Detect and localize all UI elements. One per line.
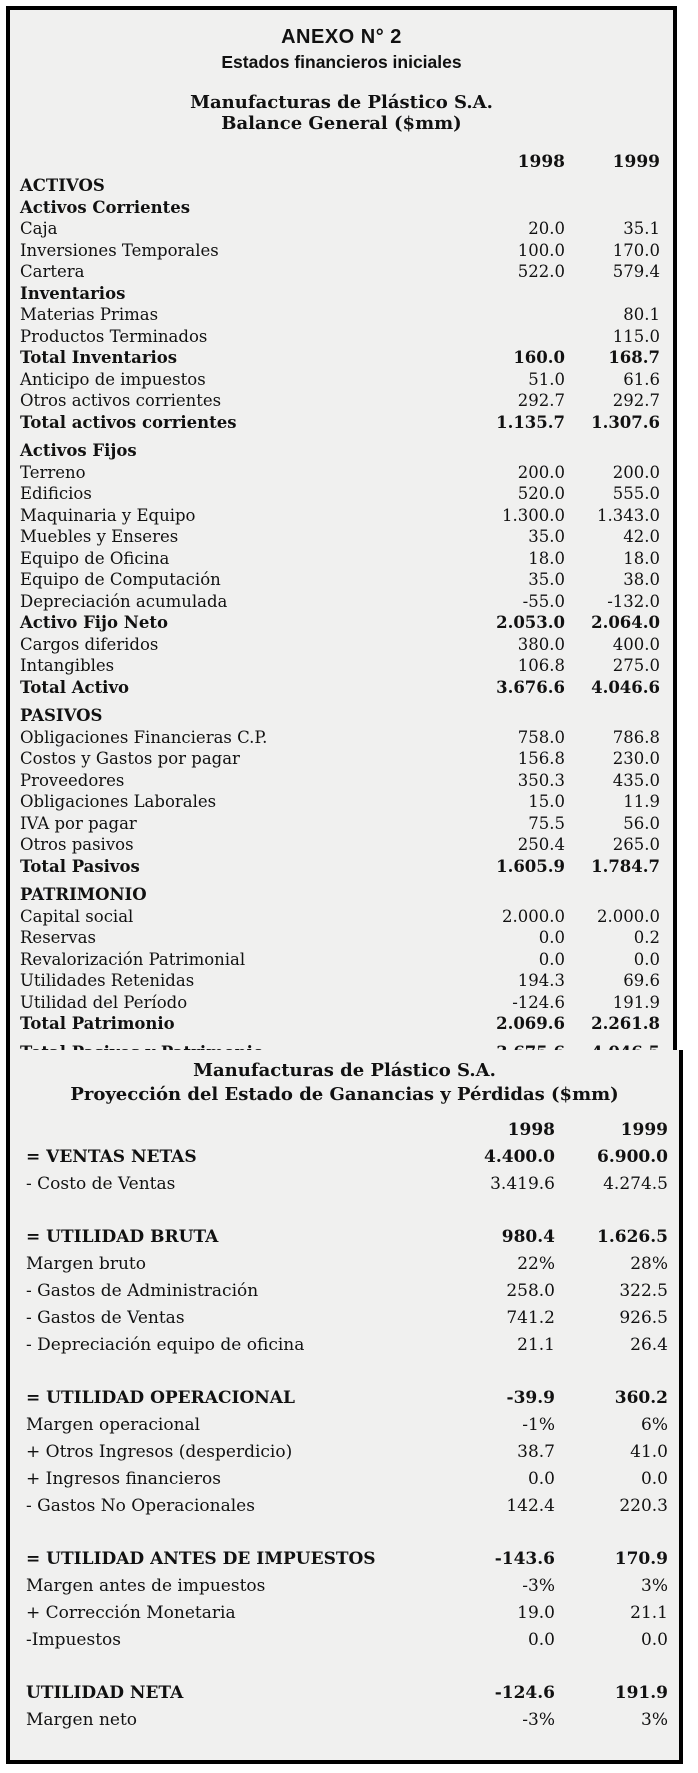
table-row [10,677,673,699]
page-title: ANEXO N° 2 [281,26,402,48]
row-label: Utilidad del Período [20,992,188,1012]
value-1998: 22% [517,1253,555,1274]
value-1998: 350.3 [517,770,565,790]
value-1998: 160.0 [513,348,565,368]
value-1999: 1.307.6 [591,412,660,432]
balance-sheet-rows [10,175,673,1063]
row-label: - Depreciación equipo de oficina [26,1334,305,1355]
value-1999: 786.8 [612,727,660,747]
row-label: Productos Terminados [20,326,208,346]
value-1998: -39.9 [506,1387,555,1408]
row-label: Activos Corrientes [20,197,191,217]
row-label: PATRIMONIO [20,885,147,905]
table-row [10,1304,679,1331]
table-row [10,1250,679,1277]
value-1999: 61.6 [623,369,660,389]
value-1999: 926.5 [619,1307,668,1328]
value-1999: 292.7 [612,391,660,411]
value-1999: 220.3 [619,1495,668,1516]
value-1999: 555.0 [612,484,660,504]
table-row [10,1384,679,1411]
value-1998: 19.0 [517,1602,555,1623]
income-company-name: Manufacturas de Plástico S.A. [193,1060,496,1081]
row-label: Materias Primas [20,305,159,325]
table-row [10,1170,679,1197]
value-1998: 15.0 [528,792,565,812]
table-row [10,1545,679,1572]
spacer-row [10,1358,679,1384]
value-1998: 18.0 [528,548,565,568]
table-row [10,612,673,634]
row-label: - Costo de Ventas [26,1173,176,1194]
value-1999: 435.0 [612,770,660,790]
row-label: Equipo de Oficina [20,548,170,568]
value-1999: 26.4 [630,1334,668,1355]
value-1998: 0.0 [538,928,565,948]
value-1999: 1.626.5 [597,1226,668,1247]
table-row [10,705,673,727]
table-row [10,1277,679,1304]
row-label: Anticipo de impuestos [20,369,206,389]
row-label: Intangibles [20,656,115,676]
value-1998: 2.000.0 [502,906,565,926]
spacer-row [10,1653,679,1679]
table-row [10,727,673,749]
row-label: Caja [20,219,58,239]
table-row [10,884,673,906]
table-row [10,791,673,813]
spacer-row [10,433,673,440]
page-subtitle: Estados financieros iniciales [221,52,462,72]
row-label: Obligaciones Laborales [20,792,217,812]
value-1998: -124.6 [494,1682,555,1703]
value-1999: 4.274.5 [603,1173,668,1194]
row-label: Reservas [20,928,96,948]
value-1998: 520.0 [517,484,565,504]
row-label: - Gastos de Ventas [26,1307,185,1328]
value-1999: 2.261.8 [591,1014,660,1034]
value-1998: 1.605.9 [496,856,565,876]
table-row [10,412,673,434]
year-column-1998: 1998 [507,1119,555,1140]
table-row [10,813,673,835]
value-1998: -3% [522,1575,555,1596]
value-1998: 51.0 [528,369,565,389]
income-year-header [10,1116,679,1143]
row-label: = UTILIDAD OPERACIONAL [26,1387,295,1408]
table-row [10,347,673,369]
row-label: Margen neto [26,1709,138,1730]
value-1999: 579.4 [612,262,660,282]
income-title: Proyección del Estado de Ganancias y Pérdidas ($mm) [70,1084,619,1105]
value-1999: 42.0 [623,527,660,547]
value-1999: -132.0 [607,591,660,611]
value-1998: 4.400.0 [484,1146,555,1167]
value-1999: 115.0 [612,326,660,346]
table-row [10,1411,679,1438]
value-1999: 191.9 [614,1682,668,1703]
value-1998: 35.0 [528,527,565,547]
table-row [10,240,673,262]
table-row [10,283,673,305]
value-1998: 2.069.6 [496,1014,565,1034]
row-label: Muebles y Enseres [20,527,179,547]
value-1999: 6% [641,1414,668,1435]
row-label: Total activos corrientes [20,412,237,432]
table-row [10,1626,679,1653]
value-1999: 6.900.0 [597,1146,668,1167]
table-row [10,770,673,792]
row-label: IVA por pagar [20,813,137,833]
row-label: Capital social [20,906,134,926]
table-row [10,569,673,591]
row-label: Depreciación acumulada [20,591,228,611]
row-label: Terreno [20,462,86,482]
table-row [10,834,673,856]
year-column-1999: 1999 [620,1119,668,1140]
year-column-1998: 1998 [517,152,565,172]
value-1999: 80.1 [623,305,660,325]
table-row [10,1223,679,1250]
value-1999: 41.0 [630,1441,668,1462]
row-label: Margen operacional [26,1414,201,1435]
value-1999: 21.1 [630,1602,668,1623]
value-1998: 741.2 [506,1307,555,1328]
table-row [10,261,673,283]
table-row [10,369,673,391]
value-1998: 194.3 [517,971,565,991]
table-row [10,548,673,570]
table-row [10,218,673,240]
value-1999: 170.0 [612,240,660,260]
table-row [10,927,673,949]
table-row [10,483,673,505]
table-row [10,1679,679,1706]
value-1999: 170.9 [614,1548,668,1569]
table-row [10,1331,679,1358]
row-label: Cargos diferidos [20,634,159,654]
table-row [10,440,673,462]
row-label: Obligaciones Financieras C.P. [20,727,268,747]
value-1998: 200.0 [517,462,565,482]
value-1999: 191.9 [612,992,660,1012]
value-1998: 250.4 [517,835,565,855]
value-1999: 230.0 [612,749,660,769]
income-statement-rows [10,1143,679,1733]
row-label: - Gastos de Administración [26,1280,259,1301]
value-1999: 0.0 [640,1629,668,1650]
value-1999: 11.9 [623,792,660,812]
value-1998: 20.0 [528,219,565,239]
row-label: Total Pasivos [20,856,140,876]
row-label: Total Patrimonio [20,1014,175,1034]
row-label: Edificios [20,484,92,504]
balance-company-name: Manufacturas de Plástico S.A. [190,92,493,113]
value-1998: 292.7 [517,391,565,411]
value-1999: 2.064.0 [591,613,660,633]
row-label: + Ingresos financieros [26,1468,221,1489]
value-1999: 360.2 [614,1387,668,1408]
table-row [10,462,673,484]
balance-year-header [10,151,673,173]
row-label: + Otros Ingresos (desperdicio) [26,1441,293,1462]
balance-sheet-box [6,6,677,1058]
row-label: Revalorización Patrimonial [20,949,246,969]
row-label: + Corrección Monetaria [26,1602,236,1623]
row-label: Inventarios [20,283,126,303]
row-label: = UTILIDAD BRUTA [26,1226,219,1247]
row-label: Cartera [20,262,85,282]
value-1998: -3% [522,1709,555,1730]
table-row [10,390,673,412]
value-1998: 258.0 [506,1280,555,1301]
spacer-row [10,698,673,705]
table-row [10,1706,679,1733]
value-1998: -1% [522,1414,555,1435]
row-label: Otros pasivos [20,835,134,855]
balance-title: Balance General ($mm) [221,113,462,134]
value-1998: 522.0 [517,262,565,282]
row-label: Utilidades Retenidas [20,971,195,991]
table-row [10,1599,679,1626]
value-1999: 3% [641,1709,668,1730]
row-label: UTILIDAD NETA [26,1682,184,1703]
table-row [10,856,673,878]
value-1999: 0.0 [640,1468,668,1489]
value-1998: 106.8 [517,656,565,676]
value-1998: 38.7 [517,1441,555,1462]
value-1999: 18.0 [623,548,660,568]
row-label: = VENTAS NETAS [26,1146,197,1167]
table-row [10,1013,673,1035]
table-row [10,591,673,613]
spacer-row [10,1197,679,1223]
row-label: Otros activos corrientes [20,391,222,411]
value-1999: 35.1 [623,219,660,239]
table-row [10,1465,679,1492]
value-1999: 168.7 [608,348,660,368]
value-1998: 21.1 [517,1334,555,1355]
value-1999: 69.6 [623,971,660,991]
document-header [10,10,673,135]
row-label: Margen antes de impuestos [26,1575,266,1596]
row-label: ACTIVOS [20,176,105,196]
value-1998: 100.0 [517,240,565,260]
value-1998: -55.0 [522,591,565,611]
value-1998: 1.300.0 [502,505,565,525]
table-row [10,1438,679,1465]
value-1999: 0.0 [633,949,660,969]
table-row [10,634,673,656]
value-1998: 0.0 [527,1468,555,1489]
value-1998: 3.676.6 [496,677,565,697]
value-1998: 980.4 [501,1226,555,1247]
table-row [10,655,673,677]
table-row [10,748,673,770]
income-statement-header [10,1050,679,1108]
table-row [10,505,673,527]
value-1999: 400.0 [612,634,660,654]
value-1998: 380.0 [517,634,565,654]
table-row [10,970,673,992]
year-column-1999: 1999 [612,152,660,172]
row-label: Proveedores [20,770,125,790]
value-1999: 2.000.0 [597,906,660,926]
value-1999: 3% [641,1575,668,1596]
row-label: Inversiones Temporales [20,240,219,260]
row-label: PASIVOS [20,706,103,726]
value-1999: 265.0 [612,835,660,855]
value-1999: 28% [630,1253,668,1274]
value-1999: 1.343.0 [597,505,660,525]
row-label: Maquinaria y Equipo [20,505,196,525]
value-1998: 0.0 [527,1629,555,1650]
row-label: Margen bruto [26,1253,146,1274]
value-1999: 4.046.6 [591,677,660,697]
row-label: Total Inventarios [20,348,178,368]
table-row [10,304,673,326]
value-1998: 0.0 [538,949,565,969]
value-1999: 322.5 [619,1280,668,1301]
table-row [10,1492,679,1519]
value-1998: 156.8 [517,749,565,769]
table-row [10,992,673,1014]
spacer-row [10,877,673,884]
value-1999: 200.0 [612,462,660,482]
value-1998: 2.053.0 [496,613,565,633]
value-1998: -124.6 [512,992,565,1012]
row-label: = UTILIDAD ANTES DE IMPUESTOS [26,1548,376,1569]
row-label: Activos Fijos [20,441,137,461]
value-1999: 1.784.7 [591,856,660,876]
value-1998: 75.5 [528,813,565,833]
income-statement-box [6,1050,683,1764]
row-label: Activo Fijo Neto [20,613,168,633]
row-label: Total Activo [20,677,130,697]
table-row [10,526,673,548]
table-row [10,906,673,928]
value-1998: -143.6 [494,1548,555,1569]
row-label: Costos y Gastos por pagar [20,749,240,769]
value-1998: 142.4 [506,1495,555,1516]
table-row [10,949,673,971]
spacer-row [10,1519,679,1545]
row-label: Equipo de Computación [20,570,221,590]
table-row [10,1572,679,1599]
value-1998: 35.0 [528,570,565,590]
row-label: -Impuestos [26,1629,121,1650]
value-1998: 1.135.7 [496,412,565,432]
table-row [10,326,673,348]
row-label: - Gastos No Operacionales [26,1495,255,1516]
table-row [10,197,673,219]
spacer-row [10,1035,673,1042]
value-1998: 3.419.6 [490,1173,555,1194]
table-row [10,175,673,197]
value-1999: 0.2 [633,928,660,948]
value-1999: 38.0 [623,570,660,590]
value-1999: 56.0 [623,813,660,833]
value-1998: 758.0 [517,727,565,747]
table-row [10,1143,679,1170]
value-1999: 275.0 [612,656,660,676]
